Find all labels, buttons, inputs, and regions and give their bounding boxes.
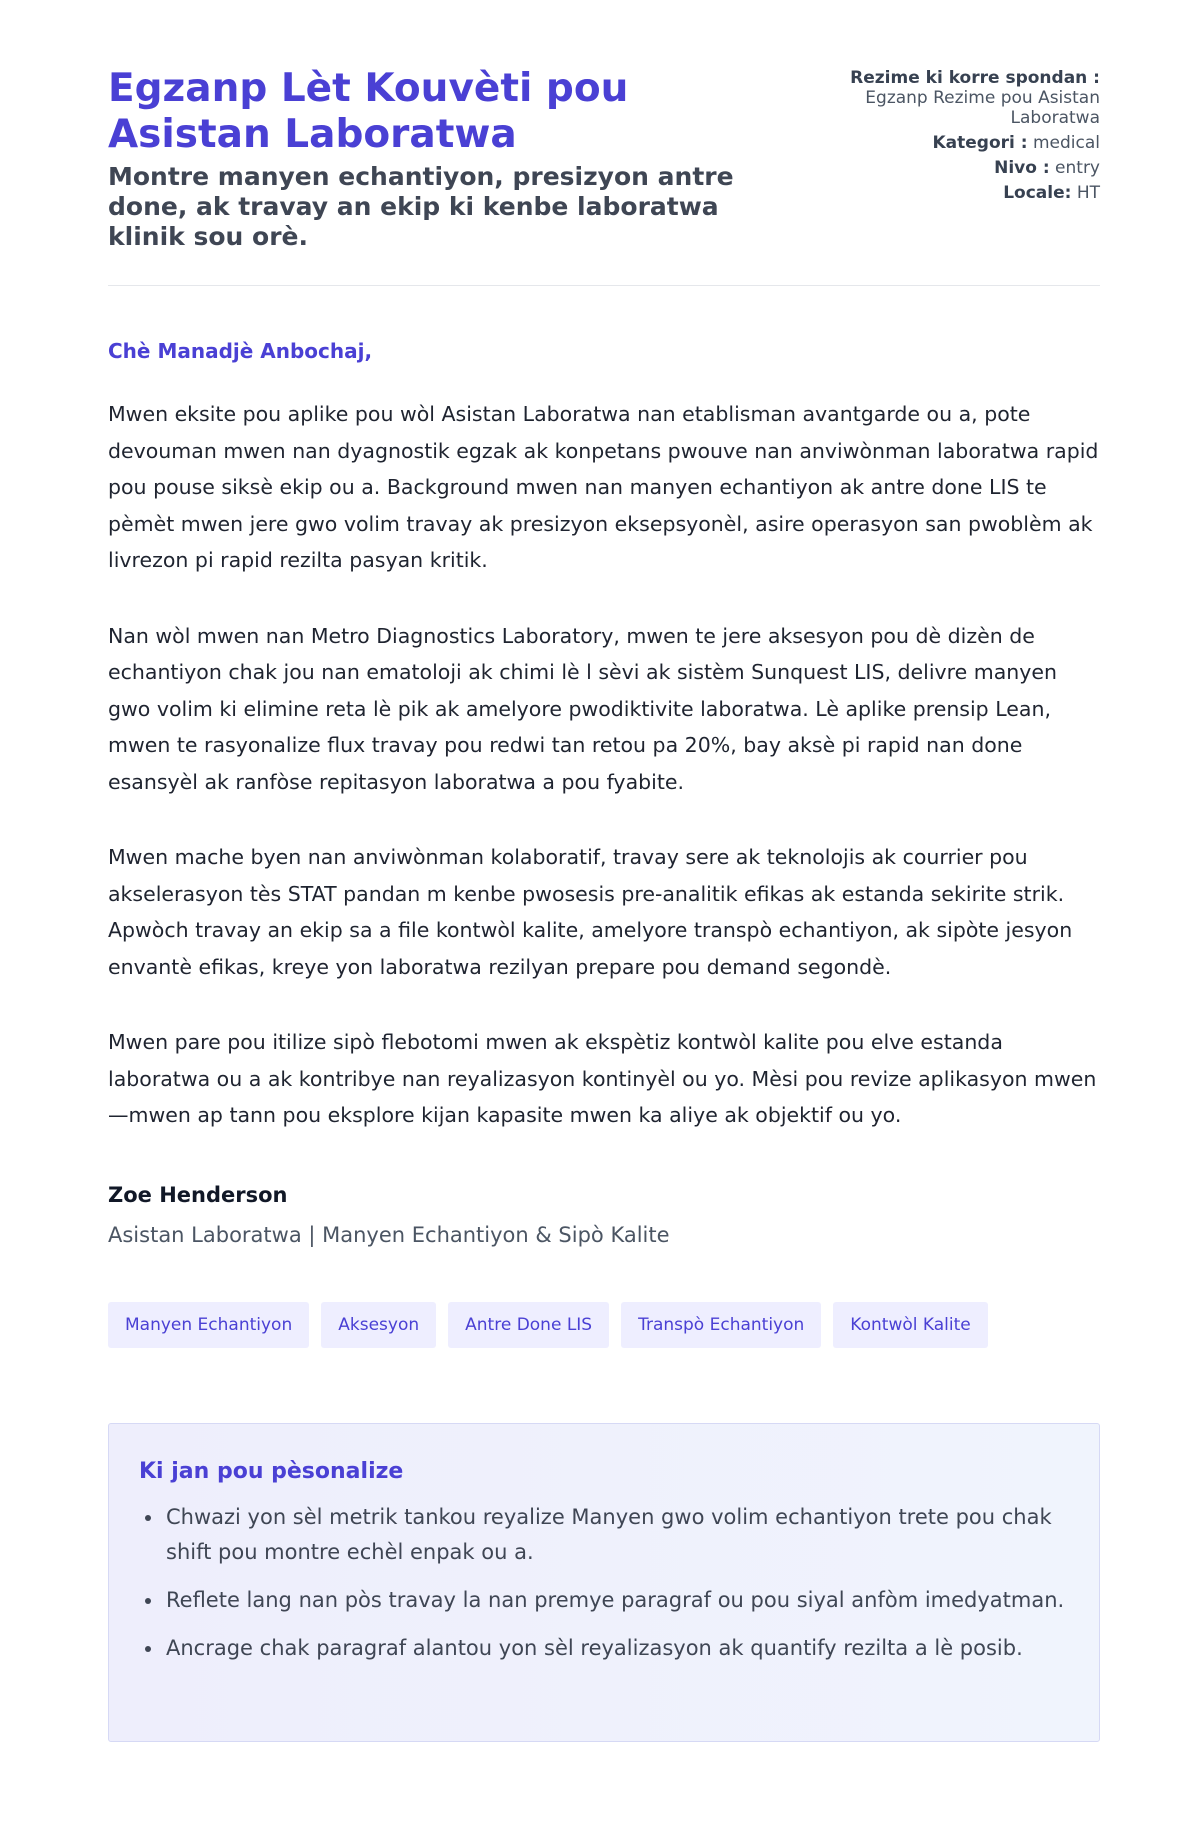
skill-tag: Manyen Echantiyon [108, 1302, 309, 1348]
letter-salutation: Chè Manadjè Anbochaj, [108, 339, 373, 363]
letter-paragraph: Nan wòl mwen nan Metro Diagnostics Laboratory, mwen te jere aksesyon pou dè dizèn de echantiyon chak jou nan ematoloji ak chimi lè l sèvi ak sistèm Sunquest LIS, delivre manyen gwo volim ki elimine reta lè pik ak amelyore pwodiktivite laboratwa. Lè aplike prensip Lean, mwen te rasyonalize flux travay pou redwi tan retou pa 20%, bay aksè pi rapid nan done esansyèl ak ranfòse repitasyon laboratwa a pou fyabite. [108, 623, 1058, 794]
meta-resume-link[interactable]: Egzanp Rezime pou Asistan Laboratwa [865, 88, 1100, 128]
meta-category-value: medical [1032, 133, 1100, 153]
meta-level-label: Nivo : [994, 158, 1050, 178]
title-block [108, 66, 788, 252]
page-subtitle: Montre manyen echantiyon, presizyon antre done, ak travay an ekip ki kenbe laboratwa klinik sou orè. [108, 162, 734, 251]
skill-tag: Antre Done LIS [448, 1302, 609, 1348]
tips-title: Ki jan pou pèsonalize [139, 1458, 404, 1484]
meta-locale-value: HT [1076, 183, 1100, 203]
meta-category [810, 133, 1100, 153]
customization-tips-box [108, 1423, 1100, 1742]
page-title: Egzanp Lèt Kouvèti pou Asistan Laboratwa [108, 66, 629, 157]
letter-body [108, 396, 1100, 1134]
skill-tag: Transpò Echantiyon [621, 1302, 821, 1348]
skill-tag: Kontwòl Kalite [833, 1302, 987, 1348]
tip-item: • Ancrage chak paragraf alantou yon sèl reyalizasyon ak quantify rezilta a lè posib. [164, 1631, 1069, 1666]
signature-name: Zoe Henderson [108, 1182, 288, 1207]
letter-paragraph: Mwen eksite pou aplike pou wòl Asistan Laboratwa nan etablisman avantgarde ou a, pote devouman mwen nan dyagnostik egzak ak konpetans pwouve nan anviwònman laboratwa rapid pou pouse siksè ekip ou a. Background mwen nan manyen echantiyon ak antre done LIS te pèmèt mwen jere gwo volim travay ak presizyon eksepsyonèl, asire operasyon san pwoblèm ak livrezon pi rapid rezilta pasyan kritik. [108, 402, 1099, 572]
cover-letter-page [108, 0, 1100, 1742]
skill-tag: Aksesyon [321, 1302, 436, 1348]
meta-category-label: Kategori : [932, 133, 1028, 153]
meta-locale [810, 183, 1100, 203]
meta-panel [810, 68, 1100, 208]
tip-item: • Chwazi yon sèl metrik tankou reyalize Manyen gwo volim echantiyon trete pou chak shift pou montre echèl enpak ou a. [164, 1500, 1069, 1570]
tips-list [139, 1500, 1069, 1666]
letter-paragraph: Mwen mache byen nan anviwònman kolaboratif, travay sere ak teknolojis ak courrier pou akselerasyon tès STAT pandan m kenbe pwosesis pre-analitik efikas ak estanda sekirite strik. Apwòch travay an ekip sa a file kontwòl kalite, amelyore transpò echantiyon, ak sipòte jesyon envantè efikas, kreye yon laboratwa rezilyan prepare pou demand segondè. [108, 845, 1073, 979]
tip-item: • Reflete lang nan pòs travay la nan premye paragraf ou pou siyal anfòm imedyatman. [164, 1583, 1069, 1618]
letter-paragraph: Mwen pare pou itilize sipò flebotomi mwen ak ekspètiz kontwòl kalite pou elve estanda laboratwa ou a ak kontribye nan reyalizasyon kontinyèl ou yo. Mèsi pou revize aplikasyon mwen—mwen ap tann pou eksplore kijan kapasite mwen ka aliye ak objektif ou yo. [108, 1030, 1097, 1127]
meta-level [810, 158, 1100, 178]
page-header [108, 0, 1100, 286]
meta-resume [810, 68, 1100, 128]
meta-resume-label: Rezime ki korre spondan : [850, 68, 1100, 88]
skill-tags [108, 1302, 1100, 1348]
meta-locale-label: Locale: [1003, 183, 1072, 203]
signature-role: Asistan Laboratwa | Manyen Echantiyon & Sipò Kalite [108, 1222, 670, 1247]
meta-level-value: entry [1055, 158, 1100, 178]
